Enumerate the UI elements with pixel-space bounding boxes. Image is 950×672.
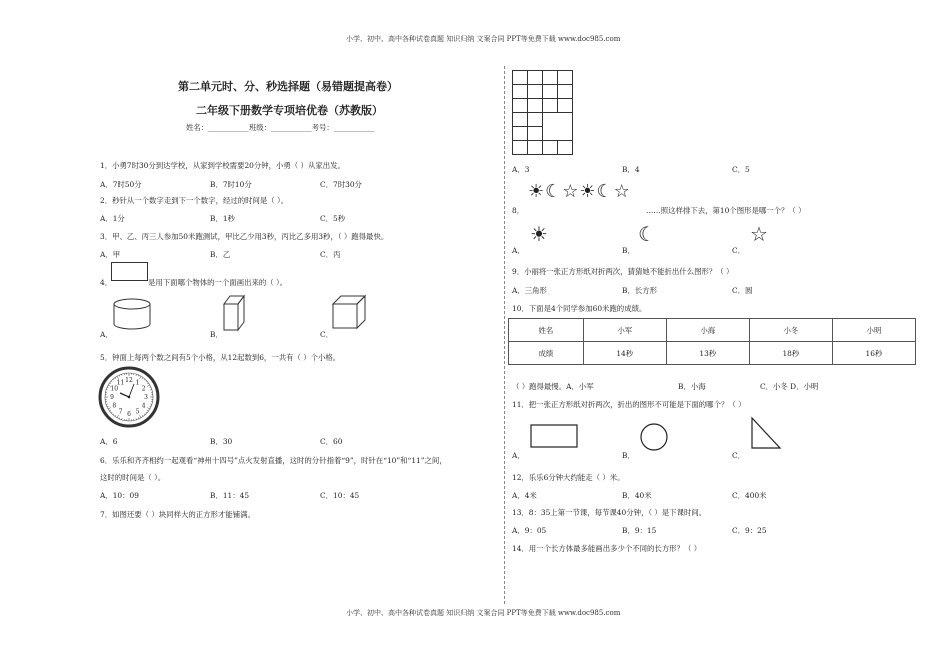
- table-header-row: [509, 319, 916, 342]
- clock-number: 7: [118, 408, 123, 416]
- clock-number: 8: [112, 402, 117, 410]
- question-8: ……照这样排下去，第10个图形是哪一个？（ ）: [646, 206, 806, 215]
- table-row: [509, 342, 916, 365]
- column-divider: [504, 66, 505, 604]
- q5-option-a: A．6: [100, 437, 118, 446]
- table-cell: 姓名: [509, 319, 584, 342]
- q5-option-c: C．60: [320, 437, 343, 446]
- q1-option-b: B．7时10分: [210, 180, 252, 189]
- clock-number: 2: [141, 385, 146, 393]
- q4-option-b: B．: [210, 330, 223, 339]
- q4-option-a: A．: [100, 330, 113, 339]
- question-10: 10．下面是4个同学参加60米跑的成绩。: [512, 304, 647, 313]
- question-2: 2．秒针从一个数字走到下一个数字，经过的时间是（ ）。: [100, 196, 289, 205]
- right-triangle-shape: [750, 416, 784, 452]
- table-cell: 小海: [666, 319, 749, 342]
- table-cell: 小冬: [749, 319, 832, 342]
- question-11: 11．把一张正方形纸对折两次，折出的图形不可能是下面的哪个？（ ）: [512, 400, 746, 409]
- q7-option-b: B．4: [622, 165, 640, 174]
- question-3: 3．甲、乙、丙三人参加50米跑测试，甲比乙少用3秒，丙比乙多用3秒，（ ）跑得最快。: [100, 232, 389, 241]
- q7-grid-figure: [512, 70, 576, 156]
- clock-number: 1: [135, 379, 140, 387]
- table-cell: 小军: [583, 319, 666, 342]
- q2-option-b: B．1秒: [210, 214, 235, 223]
- q8-option-b: B．: [622, 246, 635, 255]
- q13-option-c: C．9：25: [732, 526, 767, 535]
- q7-option-a: A．3: [512, 165, 530, 174]
- q6-option-b: B．11：45: [210, 491, 250, 500]
- q12-option-c: C．400米: [732, 491, 767, 500]
- q9-option-b: B．长方形: [622, 286, 657, 295]
- table-cell: 16秒: [832, 342, 915, 365]
- table-cell: 13秒: [666, 342, 749, 365]
- q1-option-c: C．7时30分: [320, 180, 362, 189]
- question-7: 7．如图还要（ ）块同样大的正方形才能铺满。: [100, 510, 255, 519]
- tall-cuboid-shape: [222, 294, 248, 332]
- student-info-line: 姓名：___________班级：___________考号：___________: [186, 123, 375, 132]
- q11-option-c: C．: [732, 451, 746, 460]
- page-footer: 小学、初中、高中各种试卷真题 知识归纳 文案合同 PPT等免费下载 www.doc985.com: [346, 609, 621, 617]
- cube-shape: [331, 294, 367, 332]
- q3-option-b: B．乙: [210, 250, 231, 259]
- clock-number: 3: [144, 394, 148, 401]
- q5-option-b: B．30: [210, 437, 233, 446]
- q3-option-a: A．甲: [100, 250, 121, 259]
- q11-option-b: B．: [622, 451, 635, 460]
- running-results-table: [508, 318, 916, 365]
- q4-number: 4．: [100, 278, 113, 287]
- question-14: 14．用一个长方体最多能画出多少个不同的长方形？（ ）: [512, 544, 702, 553]
- clock-number: 6: [127, 411, 131, 418]
- star-icon: ☆: [750, 222, 768, 246]
- question-12: 12．乐乐6分钟大约能走（ ）米。: [512, 473, 625, 482]
- q11-option-a: A．: [512, 451, 525, 460]
- clock-number: 12: [125, 377, 133, 384]
- question-4: 是用下面哪个物体的一个面画出来的（ ）。: [148, 278, 288, 287]
- q2-option-a: A．1分: [100, 214, 125, 223]
- question-5: 5．钟面上每两个数之间有5个小格，从12起数到6，一共有（ ）个小格。: [100, 353, 341, 362]
- clock-number: 10: [110, 385, 119, 393]
- question-13: 13．8：35上第一节课，每节课40分钟，（ ）是下课时间。: [512, 508, 707, 517]
- q9-option-c: C．圆: [732, 286, 753, 295]
- table-cell: 小明: [832, 319, 915, 342]
- q6-option-c: C．10：45: [320, 491, 360, 500]
- q3-option-c: C．丙: [320, 250, 341, 259]
- clock-number: 5: [135, 408, 140, 416]
- clock-number: 9: [110, 394, 114, 401]
- question-6-line-2: 这时的时间是（ ）。: [100, 473, 166, 482]
- circle-shape: [639, 422, 669, 452]
- q4-rectangle-figure: [111, 262, 149, 282]
- q8-option-a: A．: [512, 246, 525, 255]
- q8-symbol-sequence: ☀☾☆☀☾☆: [528, 181, 631, 202]
- table-cell: 成绩: [509, 342, 584, 365]
- q10-option-b: B．小海: [678, 382, 706, 391]
- q10-option-cd: C．小冬 D．小明: [760, 382, 819, 391]
- question-1: 1．小勇7时30分到达学校，从家到学校需要20分钟，小勇（ ）从家出发。: [100, 161, 345, 170]
- clock-number: 11: [116, 379, 125, 387]
- table-cell: 18秒: [749, 342, 832, 365]
- q4-option-c: C．: [320, 330, 334, 339]
- moon-icon: ☾: [638, 222, 656, 246]
- question-9: 9．小丽将一张正方形纸对折两次，猜猜她不能折出什么图形？（ ）: [512, 267, 734, 276]
- q8-option-c: C．: [732, 246, 746, 255]
- q12-option-b: B．40米: [622, 491, 652, 500]
- q12-option-a: A．4米: [512, 491, 537, 500]
- q9-option-a: A．三角形: [512, 286, 547, 295]
- table-cell: 14秒: [583, 342, 666, 365]
- question-6-line-1: 6．乐乐和齐齐相约一起观看“神州十四号”点火发射直播，这时的分针指着“9”，时针在“10”和“11”之间，: [100, 456, 447, 465]
- cylinder-shape: [112, 298, 154, 332]
- q6-option-a: A．10：09: [100, 491, 139, 500]
- title-main: 第二单元时、分、秒选择题（易错题提高卷）: [178, 80, 398, 93]
- q1-option-a: A．7时50分: [100, 180, 142, 189]
- page-header: 小学、初中、高中各种试卷真题 知识归纳 文案合同 PPT等免费下载 www.doc985.com: [346, 35, 621, 43]
- q8-number: 8．: [512, 206, 525, 215]
- q13-option-a: A．9：05: [512, 526, 547, 535]
- sun-icon: ☀: [530, 222, 548, 246]
- title-sub: 二年级下册数学专项培优卷（苏教版）: [196, 104, 383, 117]
- clock-number: 4: [141, 402, 146, 410]
- q7-option-c: C．5: [732, 165, 750, 174]
- q2-option-c: C．5秒: [320, 214, 346, 223]
- q13-option-b: B．9：15: [622, 526, 657, 535]
- rectangle-shape: [530, 424, 580, 450]
- clock-face: [98, 366, 160, 428]
- q10-answer-line: （ ）跑得最慢。A．小军: [512, 382, 594, 391]
